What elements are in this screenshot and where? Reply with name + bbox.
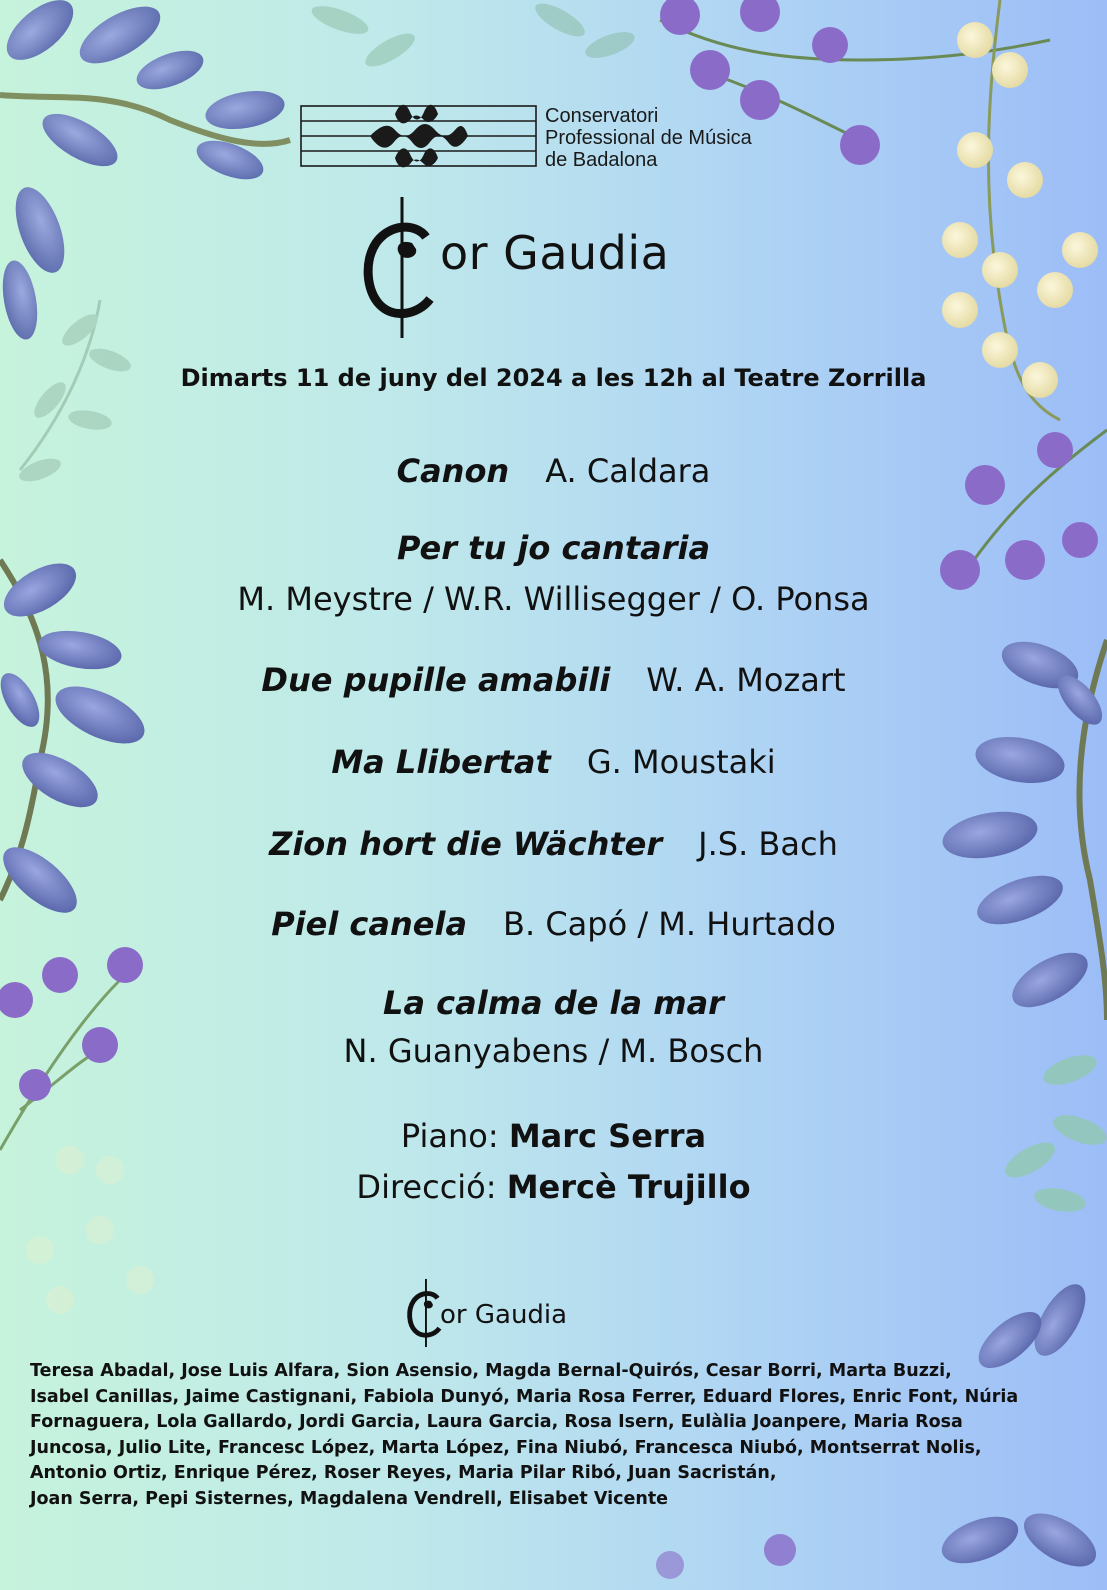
event-date-line: Dimarts 11 de juny del 2024 a les 12h al Teatre Zorrilla [180,364,927,392]
piece-composer: B. Capó / M. Hurtado [503,905,836,943]
conservatori-name [545,105,752,171]
piece-title: Piel canela [271,905,468,943]
members-line: Fornaguera, Lola Gallardo, Jordi Garcia, Laura Garcia, Rosa Isern, Eulàlia Joanpere, Maria Rosa [30,1412,963,1432]
top-left-branch [0,0,290,342]
piece-composer: N. Guanyabens / M. Bosch [343,1032,764,1070]
piece-title: Canon [396,452,510,490]
program-item-composer-line [0,580,1107,618]
piece-composer: G. Moustaki [586,743,776,781]
choir-members-list [30,1359,1090,1512]
members-line: Teresa Abadal, Jose Luis Alfara, Sion Asensio, Magda Bernal-Quirós, Cesar Borri, Marta Buzzi, [30,1361,952,1381]
right-cream-blossoms [942,0,1098,420]
piece-composer: W. A. Mozart [646,661,846,699]
cor-gaudia-small-logo-text: or Gaudia [440,1300,568,1330]
program-item [0,905,1107,943]
conservatori-name-line3: de Badalona [545,149,658,171]
piece-composer: M. Meystre / W.R. Willisegger / O. Ponsa [237,580,870,618]
piece-title: Ma Llibertat [331,743,551,781]
piece-title: Zion hort die Wächter [269,825,663,863]
piece-composer: J.S. Bach [698,825,838,863]
cor-gaudia-logo-text: or Gaudia [440,226,670,280]
piece-composer: A. Caldara [545,452,711,490]
direction-name: Mercè Trujillo [506,1168,751,1206]
cor-gaudia-logo-mark [360,195,440,340]
members-line: Juncosa, Julio Lite, Francesc López, Marta López, Fina Niubó, Francesca Niubó, Montserrat Nolis, [30,1437,982,1458]
members-line: Isabel Canillas, Jaime Castignani, Fabiola Dunyó, Maria Rosa Ferrer, Eduard Flores, Enric Font, Núria [30,1386,1019,1407]
cor-gaudia-small-logo-mark [405,1278,445,1348]
program-item [0,529,1107,567]
piano-credit [0,1117,1107,1155]
program-item [0,452,1107,490]
members-line: Joan Serra, Pepi Sisternes, Magdalena Vendrell, Elisabet Vicente [30,1488,669,1509]
program-item-composer-line [0,1032,1107,1070]
members-line: Antonio Ortiz, Enrique Pérez, Roser Reyes, Maria Pilar Ribó, Juan Sacristán, [30,1463,777,1483]
piece-title: Due pupille amabili [261,661,611,699]
piano-label: Piano: [400,1117,499,1155]
conservatori-name-line2: Professional de Música [545,127,752,149]
direction-credit [0,1168,1107,1206]
direction-label: Direcció: [356,1168,497,1206]
top-center-sprig [308,0,637,73]
program-item [0,661,1107,699]
program-item [0,743,1107,781]
piece-title: La calma de la mar [383,984,724,1022]
program-item [0,984,1107,1022]
conservatori-name-line1: Conservatori [545,105,659,127]
piano-name: Marc Serra [508,1117,707,1155]
piece-title: Per tu jo cantaria [396,529,711,567]
program-item [0,825,1107,863]
